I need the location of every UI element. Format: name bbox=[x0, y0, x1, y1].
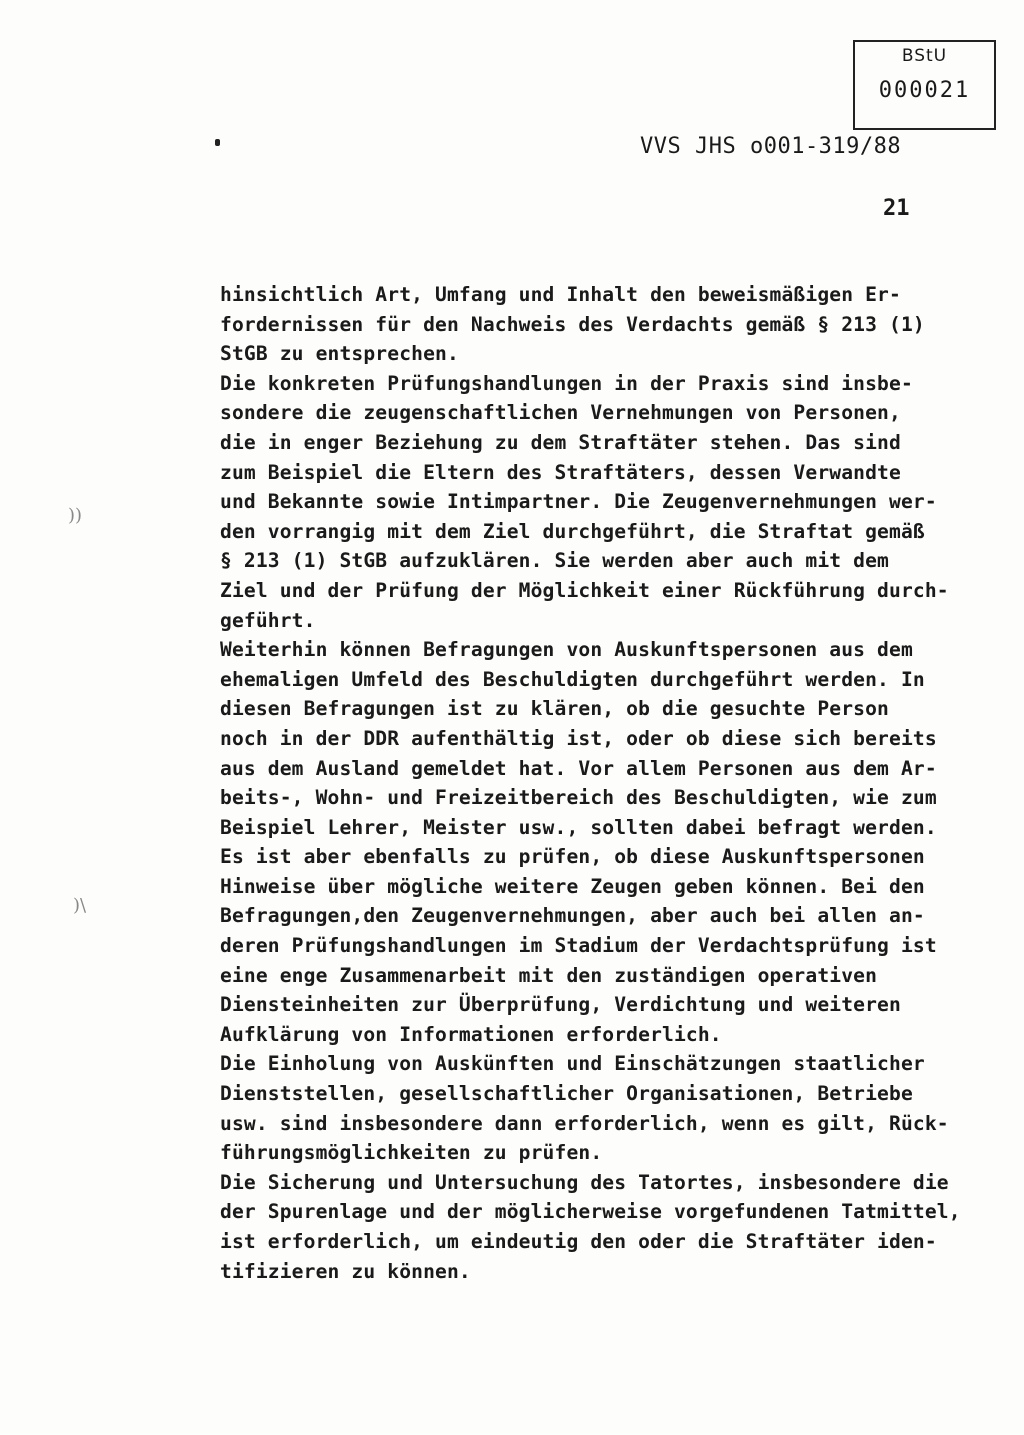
text-line: fordernissen für den Nachweis des Verdachts gemäß § 213 (1) bbox=[220, 312, 925, 336]
text-line: die in enger Beziehung zu dem Straftäter stehen. Das sind bbox=[220, 430, 901, 454]
text-line: den vorrangig mit dem Ziel durchgeführt, die Straftat gemäß bbox=[220, 519, 925, 543]
text-line: der Spurenlage und der möglicherweise vorgefundenen Tatmittel, bbox=[220, 1200, 961, 1224]
text-line: Diensteinheiten zur Überprüfung, Verdichtung und weiteren bbox=[220, 993, 901, 1017]
text-line: ehemaligen Umfeld des Beschuldigten durchgeführt werden. In bbox=[220, 667, 925, 691]
stamp-label: BStU bbox=[901, 46, 948, 66]
text-line: diesen Befragungen ist zu klären, ob die gesuchte Person bbox=[220, 697, 889, 721]
text-line: Die Einholung von Auskünften und Einschätzungen staatlicher bbox=[220, 1052, 925, 1076]
text-line: eine enge Zusammenarbeit mit den zuständigen operativen bbox=[220, 963, 878, 987]
text-line: und Bekannte sowie Intimpartner. Die Zeugenvernehmungen wer- bbox=[220, 490, 937, 514]
text-line: führungsmöglichkeiten zu prüfen. bbox=[220, 1141, 603, 1165]
text-line: noch in der DDR aufenthältig ist, oder ob diese sich bereits bbox=[220, 726, 937, 750]
text-line: geführt. bbox=[220, 608, 316, 632]
text-line: Hinweise über mögliche weitere Zeugen geben können. Bei den bbox=[220, 874, 925, 898]
text-line: Die konkreten Prüfungshandlungen in der Praxis sind insbe- bbox=[220, 371, 913, 395]
text-line: Weiterhin können Befragungen von Auskunftspersonen aus dem bbox=[220, 638, 913, 662]
text-line: zum Beispiel die Eltern des Straftäters, dessen Verwandte bbox=[220, 460, 901, 484]
margin-mark: )) bbox=[68, 505, 83, 526]
text-line: Die Sicherung und Untersuchung des Tatortes, insbesondere die bbox=[220, 1170, 949, 1194]
margin-mark: )\ bbox=[73, 895, 87, 916]
document-reference: VVS JHS o001-319/88 bbox=[640, 134, 902, 159]
ink-dot bbox=[215, 139, 220, 146]
text-line: usw. sind insbesondere dann erforderlich, wenn es gilt, Rück- bbox=[220, 1111, 949, 1135]
page-number: 21 bbox=[883, 196, 910, 221]
text-line: Beispiel Lehrer, Meister usw., sollten dabei befragt werden. bbox=[220, 815, 937, 839]
text-line: sondere die zeugenschaftlichen Vernehmungen von Personen, bbox=[220, 401, 901, 425]
body-text bbox=[220, 280, 980, 1286]
text-line: Es ist aber ebenfalls zu prüfen, ob diese Auskunftspersonen bbox=[220, 845, 925, 869]
text-line: deren Prüfungshandlungen im Stadium der Verdachtsprüfung ist bbox=[220, 934, 937, 958]
text-line: Befragungen,den Zeugenvernehmungen, aber auch bei allen an- bbox=[220, 904, 925, 928]
stamp-number: 000021 bbox=[878, 78, 971, 103]
text-line: Aufklärung von Informationen erforderlich. bbox=[220, 1022, 722, 1046]
text-line: § 213 (1) StGB aufzuklären. Sie werden aber auch mit dem bbox=[220, 549, 889, 573]
text-line: aus dem Ausland gemeldet hat. Vor allem Personen aus dem Ar- bbox=[220, 756, 937, 780]
text-line: hinsichtlich Art, Umfang und Inhalt den beweismäßigen Er- bbox=[220, 283, 901, 306]
text-line: tifizieren zu können. bbox=[220, 1259, 471, 1283]
text-line: beits-, Wohn- und Freizeitbereich des Beschuldigten, wie zum bbox=[220, 786, 937, 810]
text-line: ist erforderlich, um eindeutig den oder die Straftäter iden- bbox=[220, 1230, 937, 1253]
text-line: Ziel und der Prüfung der Möglichkeit einer Rückführung durch- bbox=[220, 578, 949, 602]
archive-stamp bbox=[853, 40, 996, 130]
text-line: Dienststellen, gesellschaftlicher Organisationen, Betriebe bbox=[220, 1082, 913, 1106]
text-line: StGB zu entsprechen. bbox=[220, 342, 459, 366]
